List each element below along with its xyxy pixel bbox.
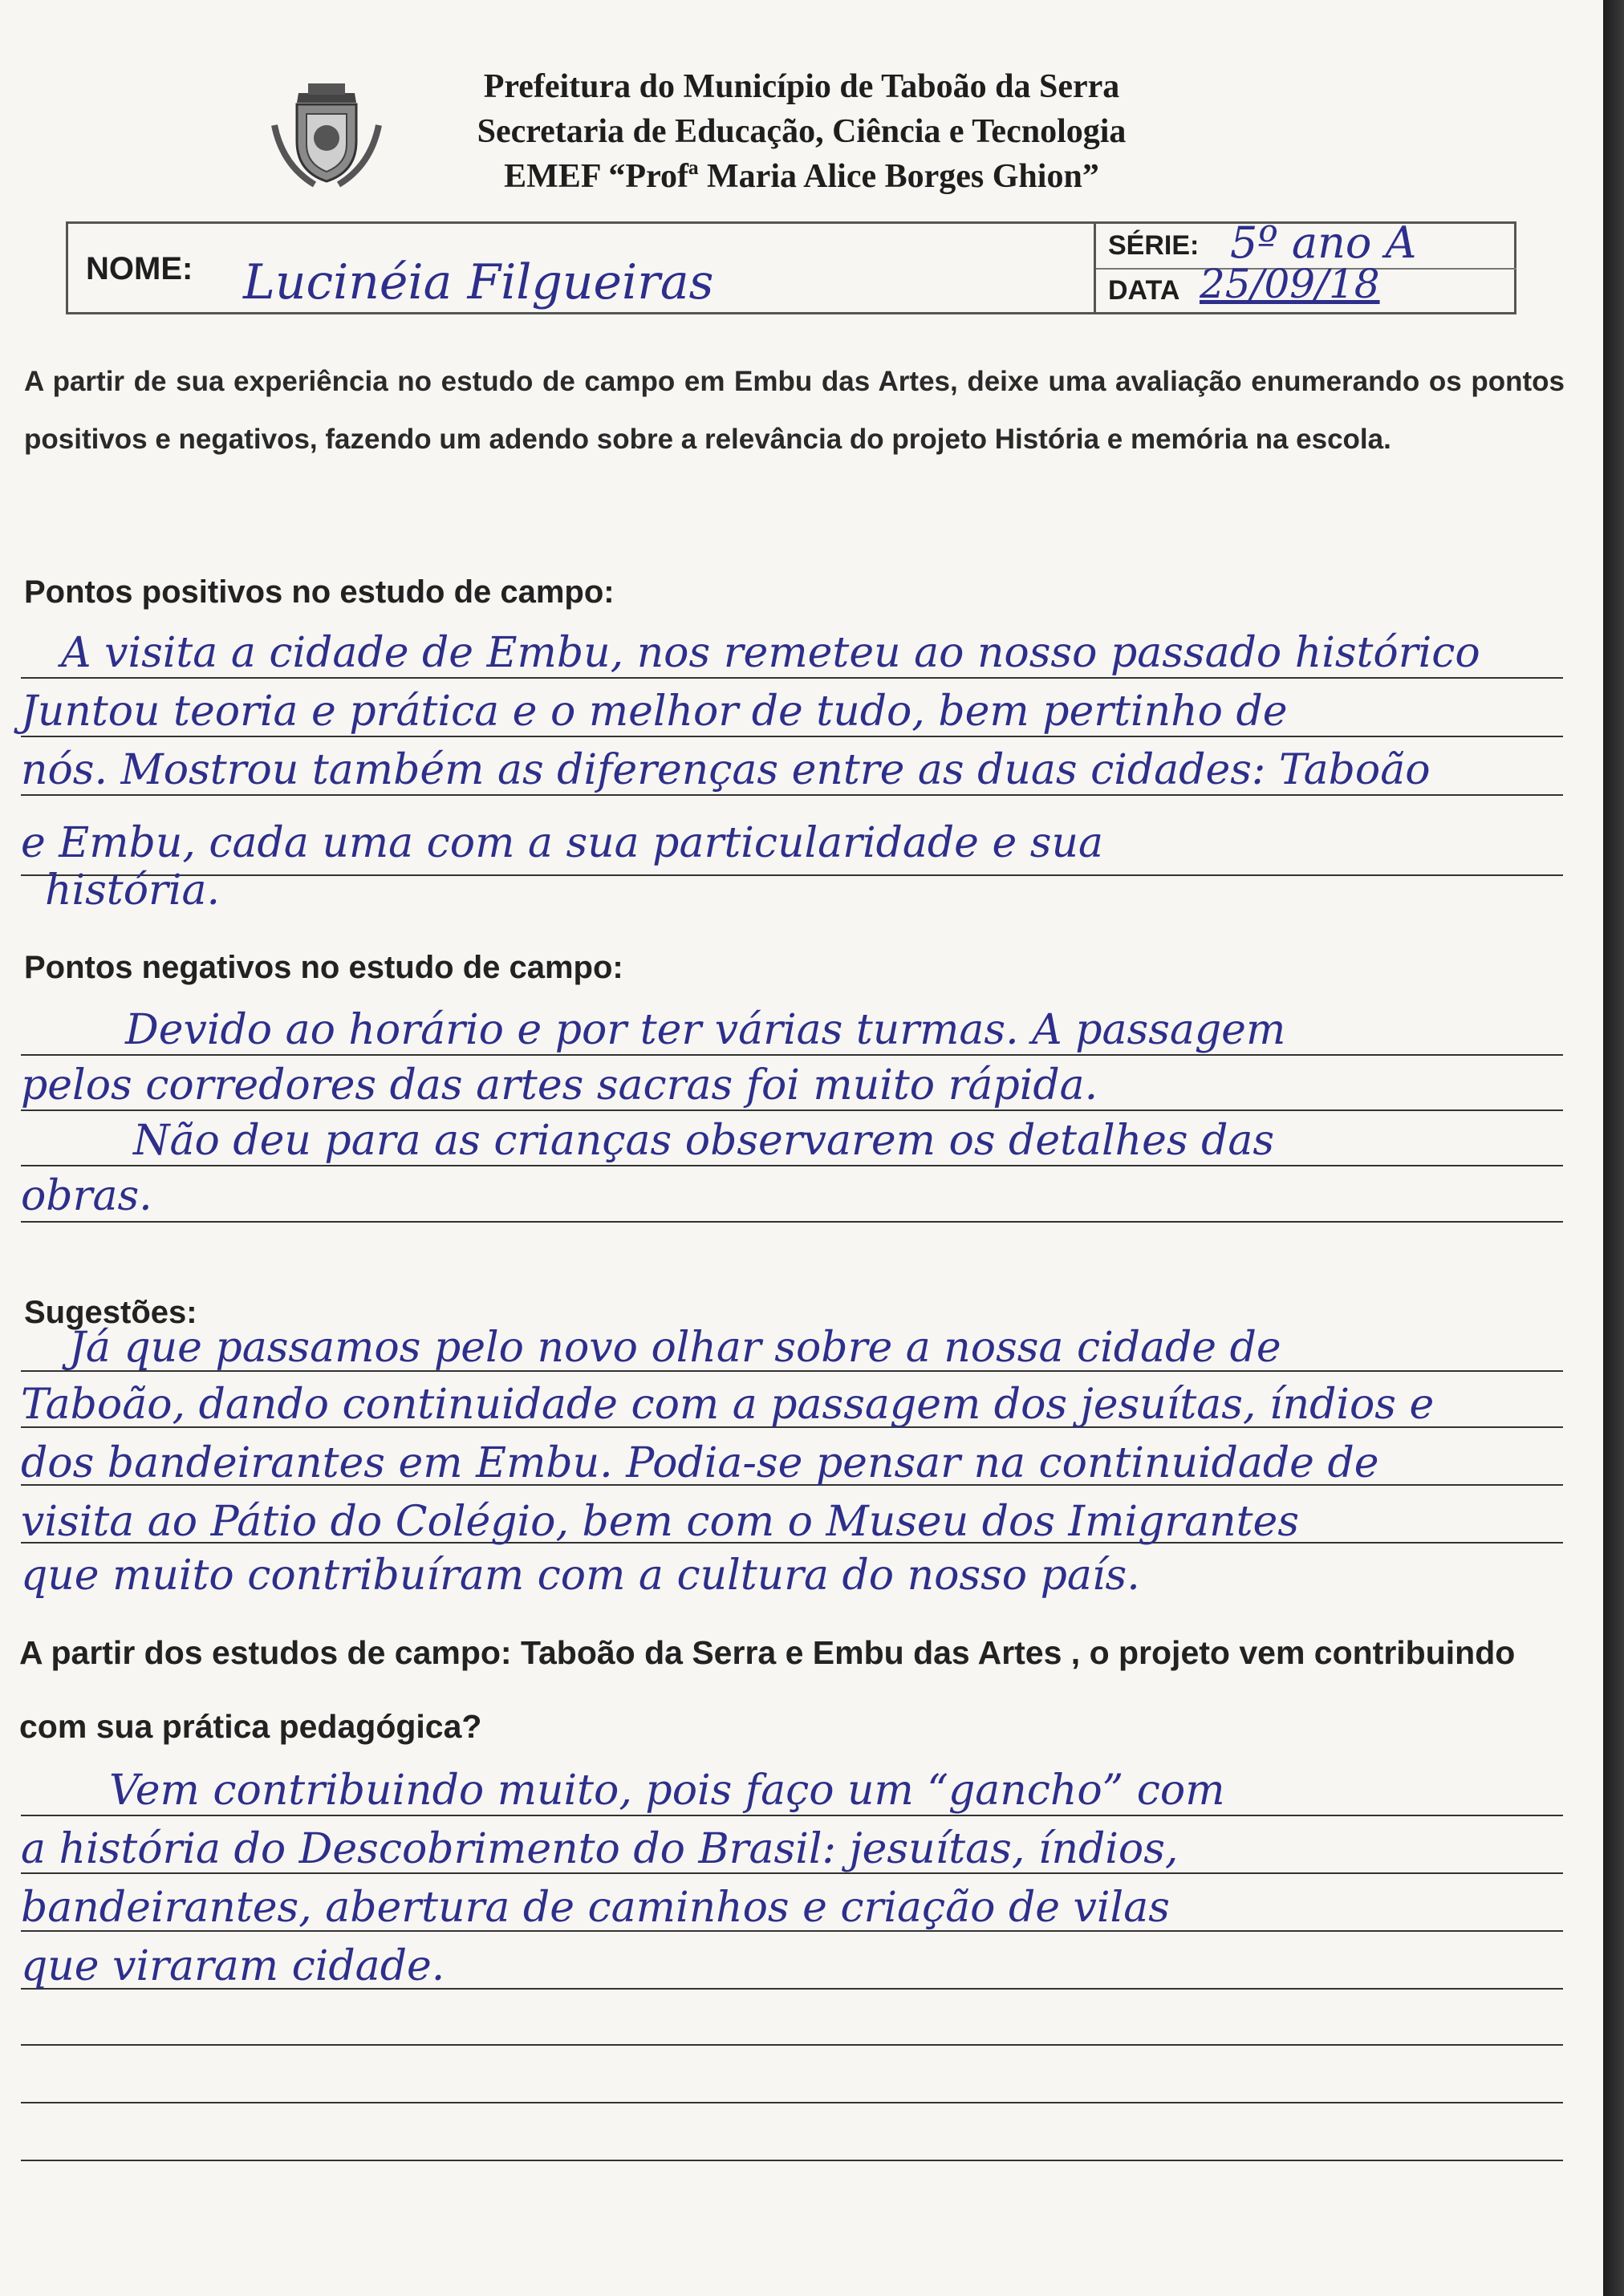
answer-line: visita ao Pátio do Colégio, bem com o Museu dos Imigrantes <box>21 1498 1300 1546</box>
rule <box>21 2160 1563 2161</box>
page-background-edge <box>1603 0 1624 2296</box>
header-line-3: EMEF “Profª Maria Alice Borges Ghion” <box>504 158 1099 195</box>
answer-line: e Embu, cada uma com a sua particularidade e sua <box>21 819 1103 867</box>
negativos-title: Pontos negativos no estudo de campo: <box>24 950 623 985</box>
rule <box>21 2044 1563 2046</box>
data-label: DATA <box>1108 275 1180 306</box>
instructions-text: A partir de sua experiência no estudo de campo em Embu das Artes, deixe uma avaliação enumerando os pontos positivos e negativos, fazendo um adendo sobre a relevância do projeto História e memória na escola. <box>24 366 1565 455</box>
answer-line: Taboão, dando continuidade com a passagem dos jesuítas, índios e <box>21 1381 1435 1429</box>
negativos-answer[interactable] <box>21 1001 1577 1226</box>
positivos-answer[interactable] <box>21 624 1577 920</box>
answer-line: Vem contribuindo muito, pois faço um “gancho” com <box>109 1767 1225 1815</box>
contribuicao-answer[interactable] <box>21 1762 1577 1996</box>
answer-line: dos bandeirantes em Embu. Podia-se pensar na continuidade de <box>21 1439 1379 1487</box>
answer-line: pelos corredores das artes sacras foi muito rápida. <box>21 1061 1098 1109</box>
contribuicao-question: A partir dos estudos de campo: Taboão da Serra e Embu das Artes , o projeto vem contribuindo com sua prática pedagógica? <box>19 1634 1516 1745</box>
sugestoes-title: Sugestões: <box>24 1295 197 1330</box>
nome-label: NOME: <box>86 251 193 286</box>
answer-line: que viraram cidade. <box>21 1942 445 1990</box>
serie-value[interactable]: 5º ano A <box>1230 217 1417 268</box>
positivos-title: Pontos positivos no estudo de campo: <box>24 574 615 610</box>
nome-value[interactable]: Lucinéia Filgueiras <box>243 254 714 310</box>
answer-line: Já que passamos pelo novo olhar sobre a nossa cidade de <box>69 1324 1281 1372</box>
student-info-box <box>66 217 1516 314</box>
answer-line: nós. Mostrou também as diferenças entre as duas cidades: Taboão <box>21 746 1431 794</box>
answer-line: Juntou teoria e prática e o melhor de tudo, bem pertinho de <box>21 688 1288 736</box>
header-line-2: Secretaria de Educação, Ciência e Tecnologia <box>477 113 1127 150</box>
sugestoes-answer[interactable] <box>21 1319 1577 1605</box>
rule <box>21 2102 1563 2103</box>
answer-line: A visita a cidade de Embu, nos remeteu ao nosso passado histórico <box>61 629 1480 677</box>
school-header <box>0 64 1603 199</box>
answer-line: história. <box>45 866 221 915</box>
answer-line: Devido ao horário e por ter várias turmas. A passagem <box>125 1006 1286 1054</box>
serie-label: SÉRIE: <box>1108 230 1200 261</box>
answer-line: Não deu para as crianças observarem os detalhes das <box>133 1117 1275 1165</box>
answer-line: bandeirantes, abertura de caminhos e criação de vilas <box>21 1884 1170 1932</box>
answer-line: a história do Descobrimento do Brasil: jesuítas, índios, <box>21 1825 1179 1873</box>
header-line-1: Prefeitura do Município de Taboão da Serra <box>483 68 1120 105</box>
answer-line: que muito contribuíram com a cultura do nosso país. <box>21 1552 1140 1600</box>
data-value[interactable]: 25/09/18 <box>1200 261 1380 307</box>
answer-line: obras. <box>21 1172 152 1220</box>
